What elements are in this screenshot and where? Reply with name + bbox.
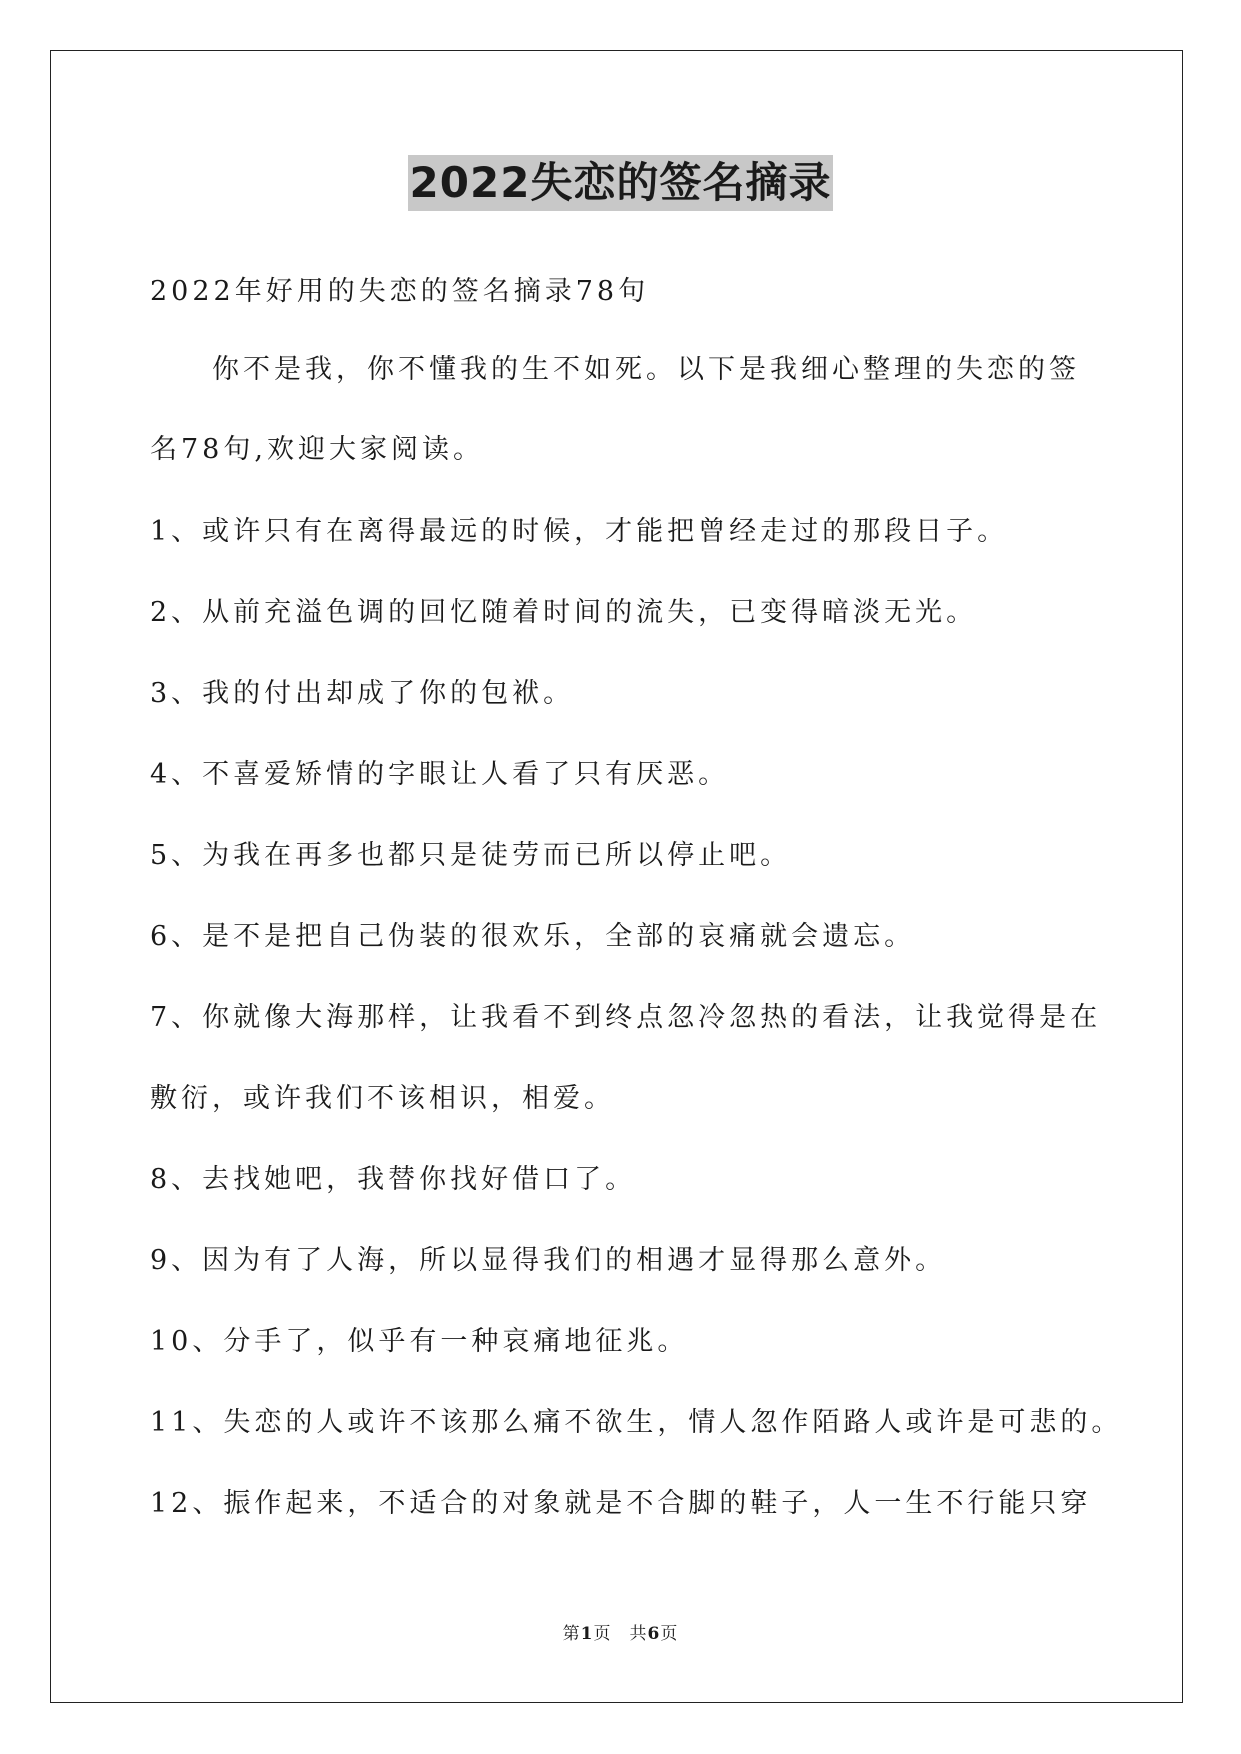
total-page-number: 6 [647,1624,661,1644]
quote-line: 8、去找她吧，我替你找好借口了。 [150,1164,637,1195]
intro-paragraph-line-1: 你不是我，你不懂我的生不如死。以下是我细心整理的失恋的签 [150,354,1080,385]
quote-line: 9、因为有了人海，所以显得我们的相遇才显得那么意外。 [150,1245,947,1276]
quote-line: 4、不喜爱矫情的字眼让人看了只有厌恶。 [150,759,730,790]
quote-line-continuation: 敷衍，或许我们不该相识，相爱。 [150,1083,615,1114]
current-page-number: 1 [580,1624,594,1644]
quote-line: 6、是不是把自己伪装的很欢乐，全部的哀痛就会遗忘。 [150,921,916,952]
document-subtitle: 2022年好用的失恋的签名摘录78句 [150,276,650,307]
quote-line: 10、分手了，似乎有一种哀痛地征兆。 [150,1326,689,1357]
quote-line: 11、失恋的人或许不该那么痛不欲生，情人忽作陌路人或许是可悲的。 [150,1407,1123,1438]
quote-line: 3、我的付出却成了你的包袱。 [150,678,575,709]
intro-paragraph-line-2: 名78句,欢迎大家阅读。 [150,434,484,465]
footer-mid: 页 共 [593,1624,648,1644]
document-title: 2022失恋的签名摘录 [408,155,834,211]
quote-line: 1、或许只有在离得最远的时候，才能把曾经走过的那段日子。 [150,516,1009,547]
title-container [0,155,1241,211]
quote-line: 7、你就像大海那样，让我看不到终点忽冷忽热的看法，让我觉得是在 [150,1002,1102,1033]
quote-line: 2、从前充溢色调的回忆随着时间的流失，已变得暗淡无光。 [150,597,978,628]
page-footer [0,1622,1241,1646]
footer-suffix: 页 [660,1624,679,1644]
quote-line: 5、为我在再多也都只是徒劳而已所以停止吧。 [150,840,792,871]
footer-prefix: 第 [562,1624,581,1644]
quote-line: 12、振作起来，不适合的对象就是不合脚的鞋子，人一生不行能只穿 [150,1488,1092,1519]
